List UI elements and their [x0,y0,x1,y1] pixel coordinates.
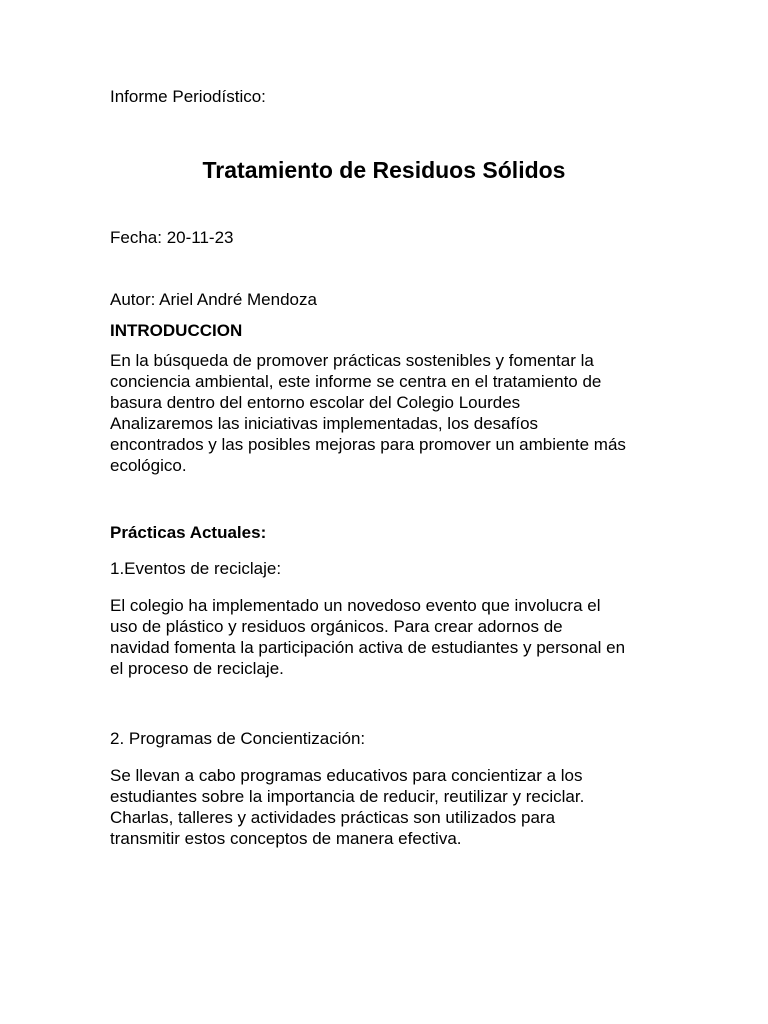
author-line: Autor: Ariel André Mendoza [110,290,317,309]
document-title: Tratamiento de Residuos Sólidos [202,157,566,183]
practice-item-paragraph [110,765,670,849]
practice-item-line: El colegio ha implementado un novedoso evento que involucra el [110,596,601,615]
intro-paragraph [110,350,670,476]
practice-item-line: estudiantes sobre la importancia de reducir, reutilizar y reciclar. [110,787,585,806]
intro-heading: INTRODUCCION [110,321,243,340]
practices-heading: Prácticas Actuales: [110,523,267,542]
practice-item-line: uso de plástico y residuos orgánicos. Para crear adornos de [110,617,563,636]
date-line: Fecha: 20-11-23 [110,228,234,247]
practice-item-line: navidad fomenta la participación activa de estudiantes y personal en [110,638,626,657]
practice-item-heading: 1.Eventos de reciclaje: [110,559,282,578]
practice-item-line: el proceso de reciclaje. [110,659,284,678]
practice-item-line: Charlas, talleres y actividades prácticas son utilizados para [110,808,556,827]
intro-line: basura dentro del entorno escolar del Colegio Lourdes [110,393,521,412]
practice-item-heading: 2. Programas de Concientización: [110,729,366,748]
practice-item-paragraph [110,595,670,679]
intro-line: Analizaremos las iniciativas implementadas, los desafíos [110,414,539,433]
intro-line: encontrados y las posibles mejoras para promover un ambiente más [110,435,626,454]
intro-line: ecológico. [110,456,187,475]
practice-item-line: Se llevan a cabo programas educativos para concientizar a los [110,766,583,785]
practice-item-line: transmitir estos conceptos de manera efectiva. [110,829,462,848]
intro-line: conciencia ambiental, este informe se centra en el tratamiento de [110,372,602,391]
intro-line: En la búsqueda de promover prácticas sostenibles y fomentar la [110,351,594,370]
document-type-label: Informe Periodístico: [110,87,266,106]
